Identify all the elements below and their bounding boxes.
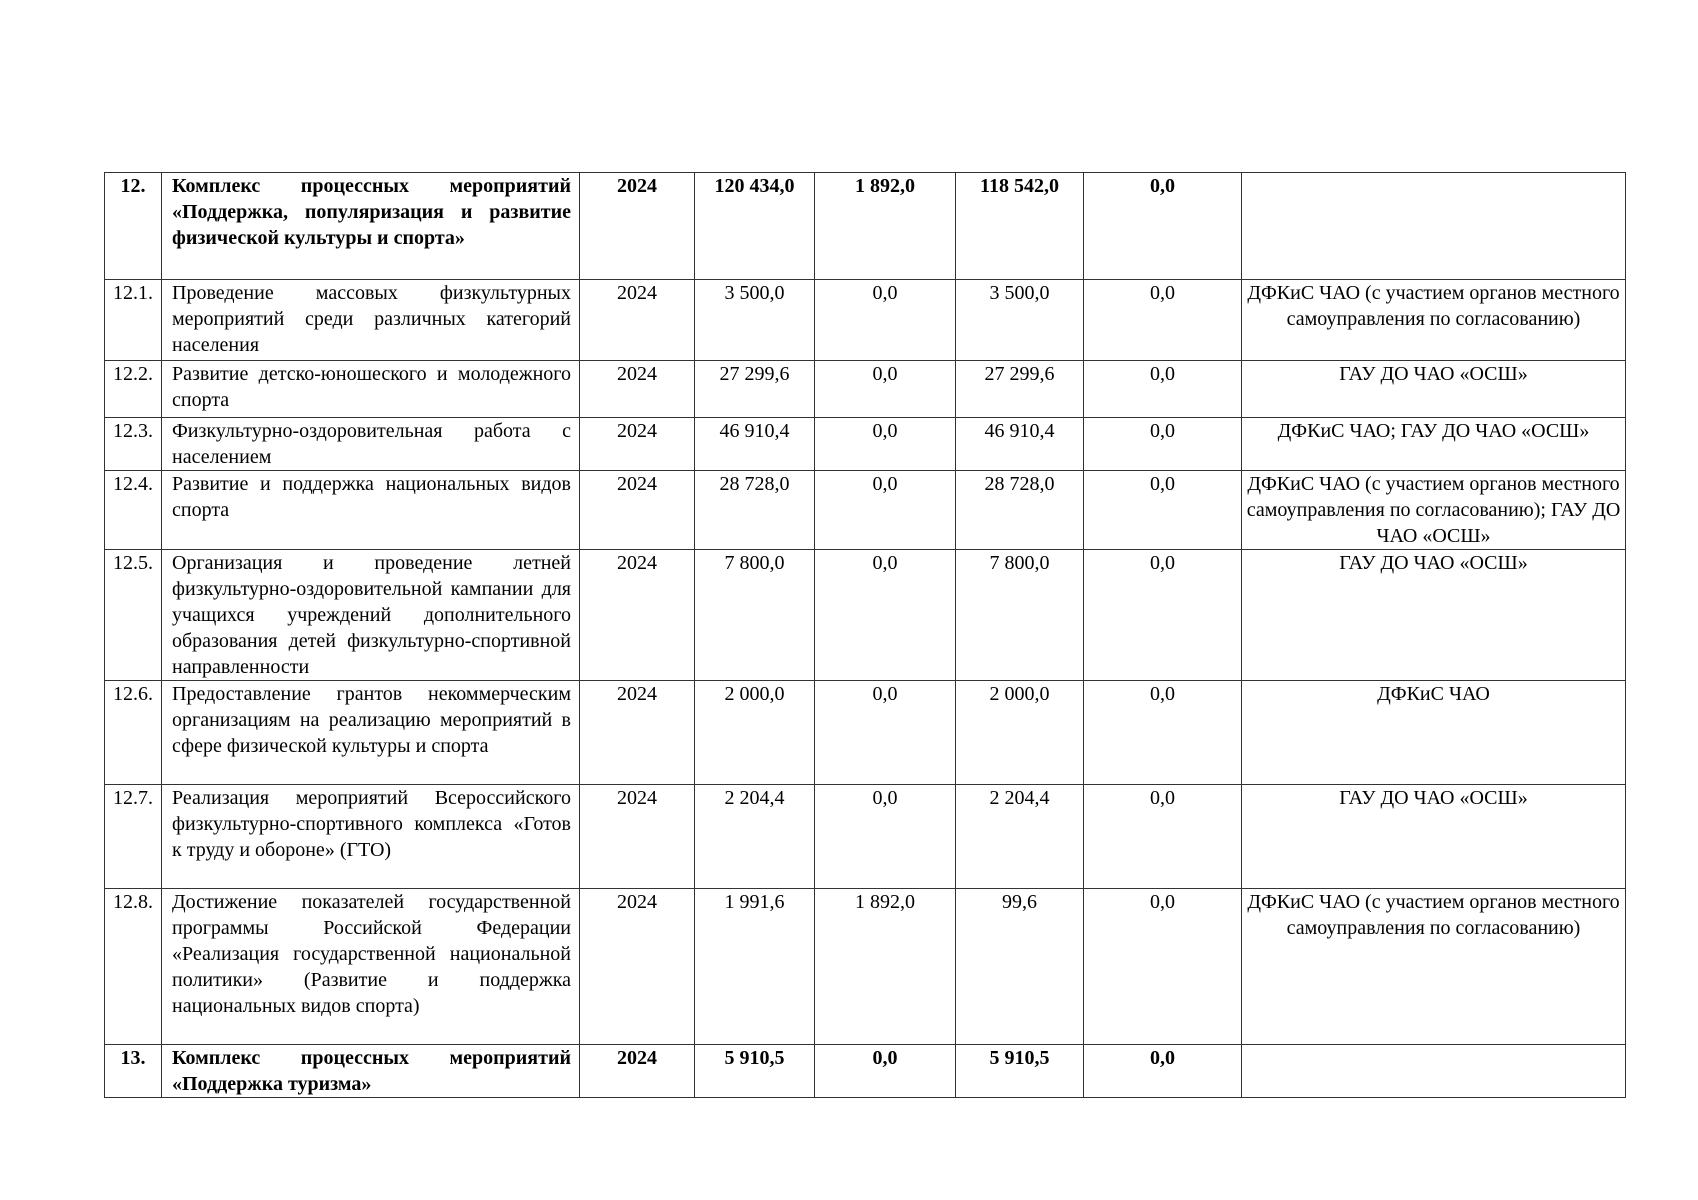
measure-name: Комплекс процессных мероприятий «Поддержка, популяризация и развитие физической культуры и спорта» (162, 173, 580, 280)
regional-amount: 7 800,0 (956, 550, 1084, 681)
federal-amount: 0,0 (815, 681, 956, 785)
table-row (105, 361, 1626, 418)
federal-amount: 0,0 (815, 280, 956, 361)
table-row (105, 471, 1626, 550)
regional-amount: 28 728,0 (956, 471, 1084, 550)
year-cell: 2024 (580, 550, 695, 681)
year-cell: 2024 (580, 418, 695, 471)
executor-cell (1242, 1045, 1626, 1098)
measure-name: Предоставление грантов некоммерческим организациям на реализацию мероприятий в сфере физической культуры и спорта (162, 681, 580, 785)
row-number: 12.3. (105, 418, 162, 471)
total-amount: 2 204,4 (695, 785, 815, 889)
local-amount: 0,0 (1084, 361, 1242, 418)
executor-cell: ДФКиС ЧАО (с участием органов местного самоуправления по согласованию); ГАУ ДО ЧАО «ОСШ» (1242, 471, 1626, 550)
local-amount: 0,0 (1084, 471, 1242, 550)
row-number: 12.4. (105, 471, 162, 550)
federal-amount: 0,0 (815, 1045, 956, 1098)
row-number: 12.6. (105, 681, 162, 785)
table-row (105, 785, 1626, 889)
regional-amount: 5 910,5 (956, 1045, 1084, 1098)
measure-name: Достижение показателей государственной программы Российской Федерации «Реализация государственной национальной политики» (Развитие и поддержка национальных видов спорта) (162, 889, 580, 1045)
total-amount: 1 991,6 (695, 889, 815, 1045)
federal-amount: 1 892,0 (815, 173, 956, 280)
executor-cell: ДФКиС ЧАО; ГАУ ДО ЧАО «ОСШ» (1242, 418, 1626, 471)
local-amount: 0,0 (1084, 889, 1242, 1045)
year-cell: 2024 (580, 361, 695, 418)
total-amount: 27 299,6 (695, 361, 815, 418)
local-amount: 0,0 (1084, 418, 1242, 471)
table-body (105, 173, 1626, 1098)
total-amount: 28 728,0 (695, 471, 815, 550)
federal-amount: 0,0 (815, 361, 956, 418)
local-amount: 0,0 (1084, 1045, 1242, 1098)
executor-cell (1242, 173, 1626, 280)
federal-amount: 0,0 (815, 471, 956, 550)
executor-cell: ДФКиС ЧАО (с участием органов местного самоуправления по согласованию) (1242, 280, 1626, 361)
regional-amount: 2 204,4 (956, 785, 1084, 889)
local-amount: 0,0 (1084, 785, 1242, 889)
total-amount: 120 434,0 (695, 173, 815, 280)
regional-amount: 118 542,0 (956, 173, 1084, 280)
table-row (105, 550, 1626, 681)
regional-amount: 99,6 (956, 889, 1084, 1045)
row-number: 12.1. (105, 280, 162, 361)
year-cell: 2024 (580, 889, 695, 1045)
year-cell: 2024 (580, 785, 695, 889)
federal-amount: 1 892,0 (815, 889, 956, 1045)
table-row (105, 681, 1626, 785)
table-row (105, 173, 1626, 280)
year-cell: 2024 (580, 471, 695, 550)
measure-name: Организация и проведение летней физкультурно-оздоровительной кампании для учащихся учреждений дополнительного образования детей физкультурно-спортивной направленности (162, 550, 580, 681)
federal-amount: 0,0 (815, 550, 956, 681)
total-amount: 3 500,0 (695, 280, 815, 361)
table-row (105, 418, 1626, 471)
local-amount: 0,0 (1084, 550, 1242, 681)
regional-amount: 27 299,6 (956, 361, 1084, 418)
federal-amount: 0,0 (815, 785, 956, 889)
executor-cell: ДФКиС ЧАО (1242, 681, 1626, 785)
table-row (105, 280, 1626, 361)
row-number: 13. (105, 1045, 162, 1098)
total-amount: 7 800,0 (695, 550, 815, 681)
year-cell: 2024 (580, 1045, 695, 1098)
measure-name: Физкультурно-оздоровительная работа с населением (162, 418, 580, 471)
regional-amount: 46 910,4 (956, 418, 1084, 471)
year-cell: 2024 (580, 280, 695, 361)
total-amount: 46 910,4 (695, 418, 815, 471)
regional-amount: 3 500,0 (956, 280, 1084, 361)
measures-table (104, 172, 1626, 1098)
local-amount: 0,0 (1084, 681, 1242, 785)
executor-cell: ДФКиС ЧАО (с участием органов местного самоуправления по согласованию) (1242, 889, 1626, 1045)
total-amount: 2 000,0 (695, 681, 815, 785)
local-amount: 0,0 (1084, 173, 1242, 280)
table-row (105, 1045, 1626, 1098)
row-number: 12.8. (105, 889, 162, 1045)
federal-amount: 0,0 (815, 418, 956, 471)
measure-name: Реализация мероприятий Всероссийского физкультурно-спортивного комплекса «Готов к труду и обороне» (ГТО) (162, 785, 580, 889)
row-number: 12.2. (105, 361, 162, 418)
measure-name: Развитие и поддержка национальных видов спорта (162, 471, 580, 550)
executor-cell: ГАУ ДО ЧАО «ОСШ» (1242, 550, 1626, 681)
local-amount: 0,0 (1084, 280, 1242, 361)
row-number: 12.5. (105, 550, 162, 681)
row-number: 12. (105, 173, 162, 280)
measure-name: Проведение массовых физкультурных мероприятий среди различных категорий населения (162, 280, 580, 361)
executor-cell: ГАУ ДО ЧАО «ОСШ» (1242, 785, 1626, 889)
year-cell: 2024 (580, 681, 695, 785)
row-number: 12.7. (105, 785, 162, 889)
measure-name: Комплекс процессных мероприятий «Поддержка туризма» (162, 1045, 580, 1098)
year-cell: 2024 (580, 173, 695, 280)
table-row (105, 889, 1626, 1045)
measure-name: Развитие детско-юношеского и молодежного спорта (162, 361, 580, 418)
executor-cell: ГАУ ДО ЧАО «ОСШ» (1242, 361, 1626, 418)
regional-amount: 2 000,0 (956, 681, 1084, 785)
total-amount: 5 910,5 (695, 1045, 815, 1098)
